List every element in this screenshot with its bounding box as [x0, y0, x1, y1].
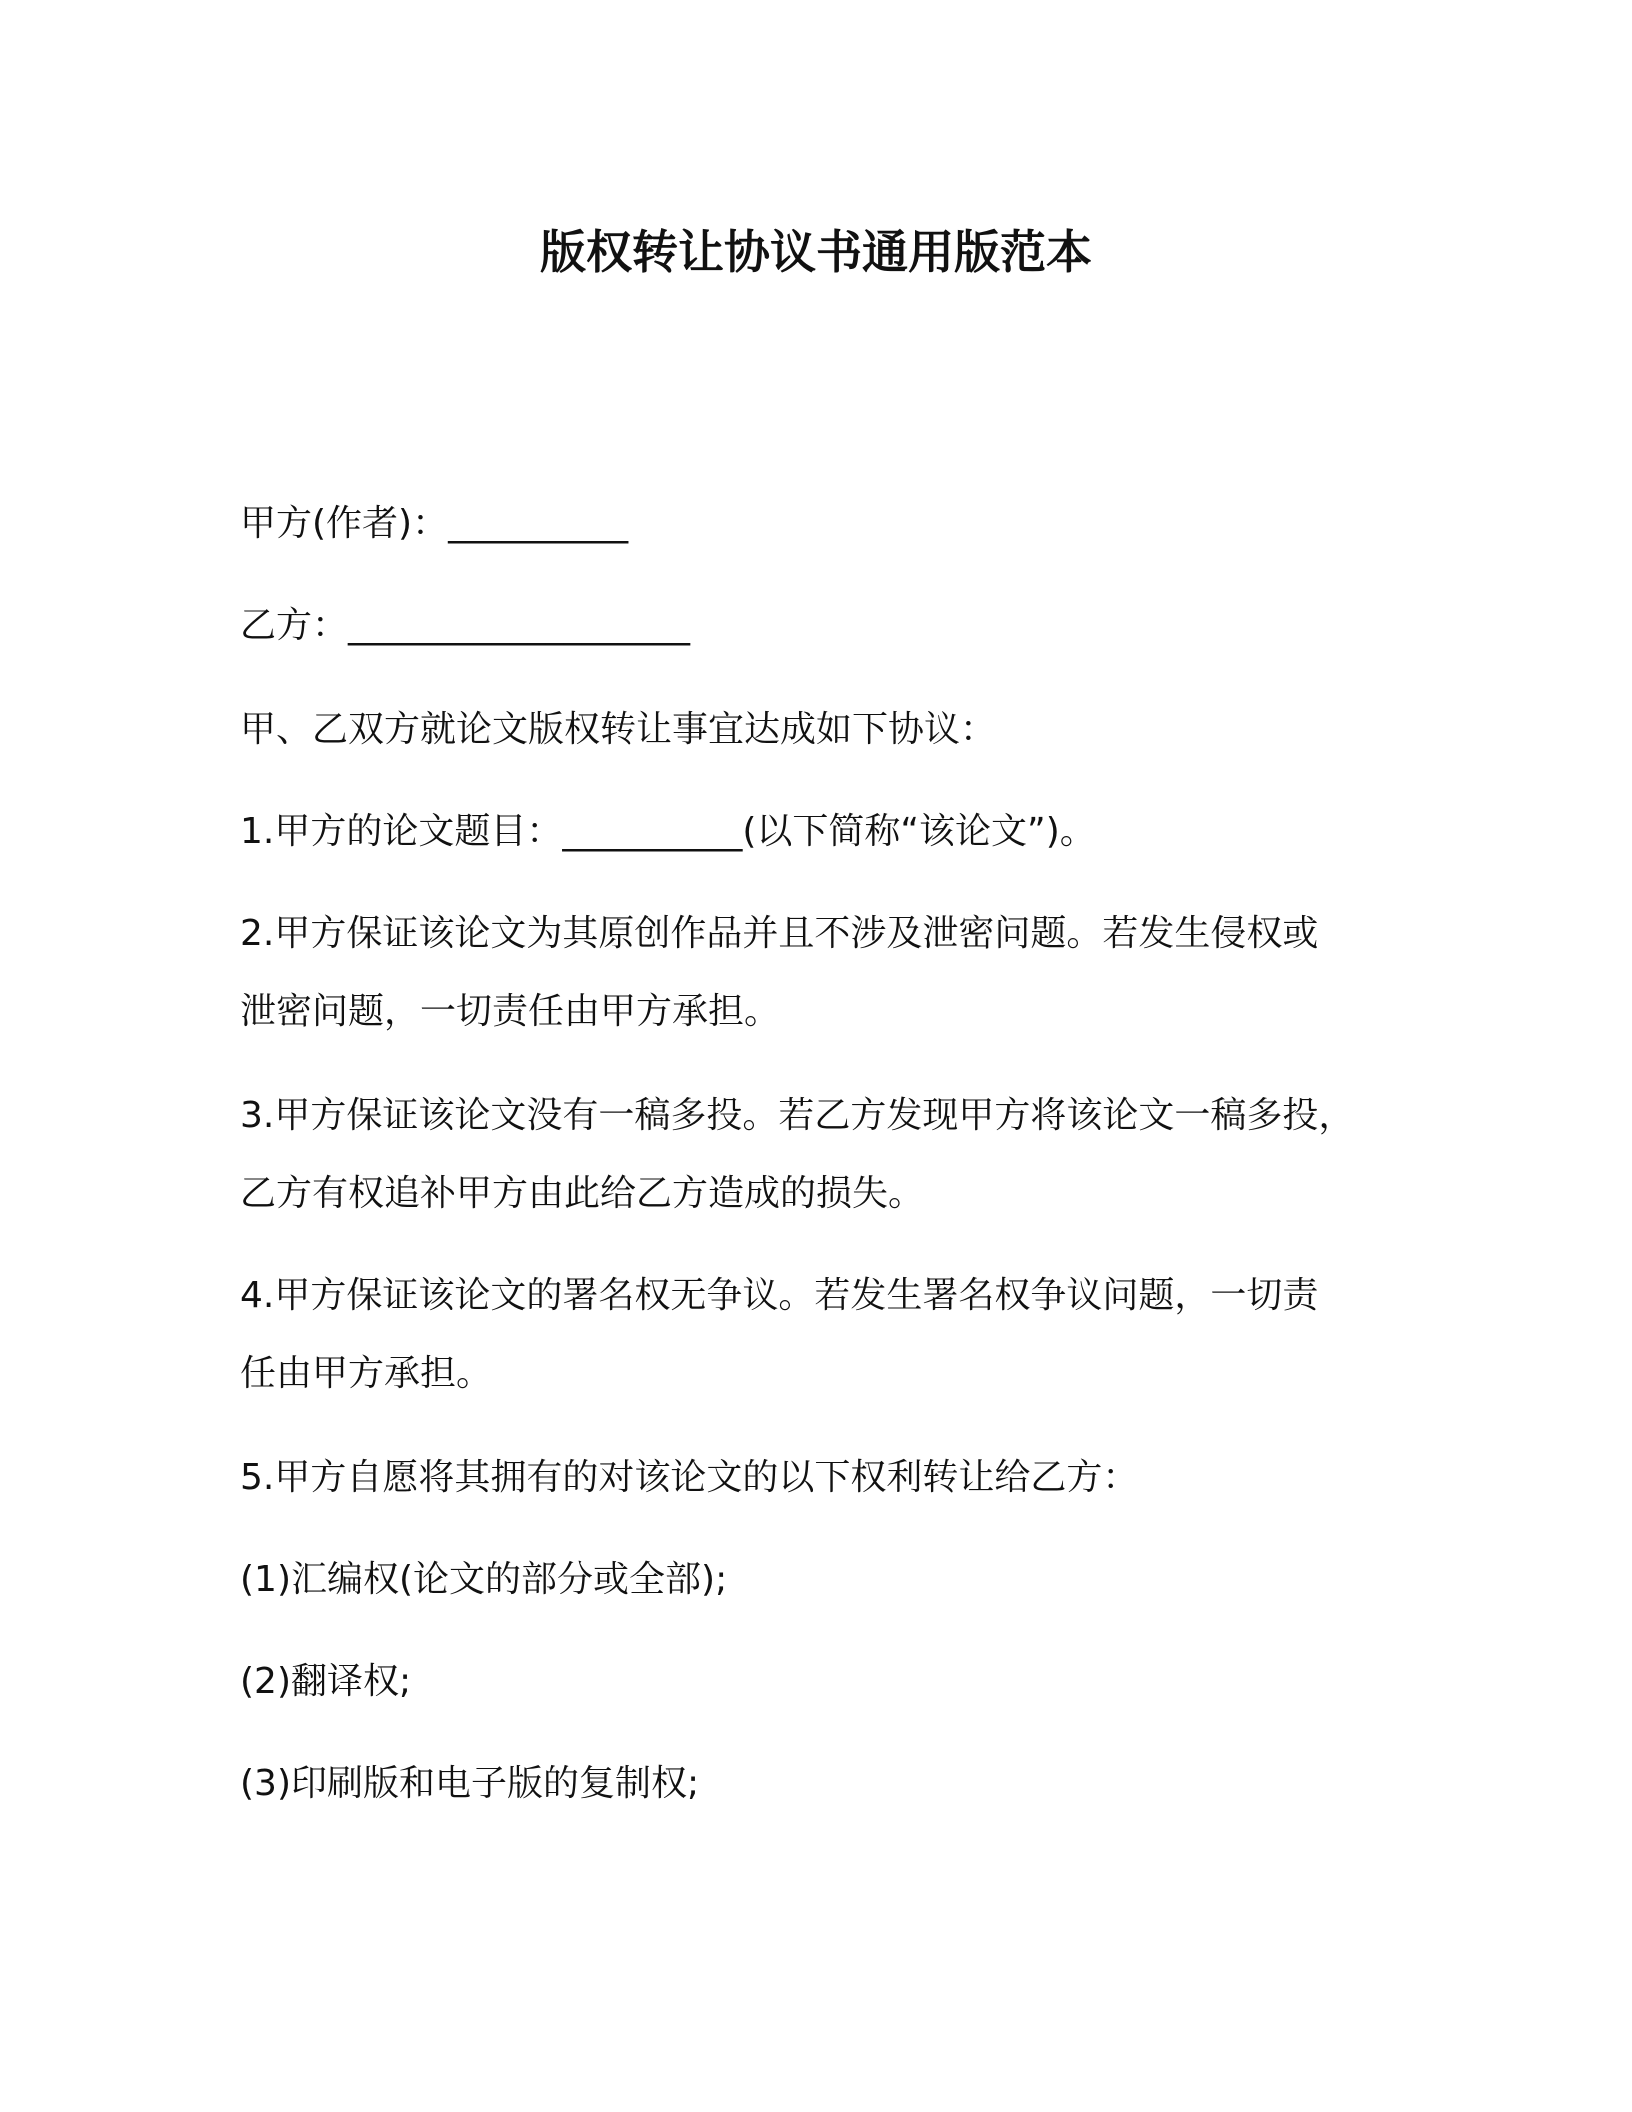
clause-2-line-1: 2.甲方保证该论文为其原创作品并且不涉及泄密问题。若发生侵权或: [240, 913, 1319, 954]
clause-4-line-2: 任由甲方承担。: [240, 1353, 493, 1394]
clause-2-line-2: 泄密问题，一切责任由甲方承担。: [240, 991, 781, 1032]
clause-5: 5.甲方自愿将其拥有的对该论文的以下权利转让给乙方：: [240, 1457, 1139, 1498]
right-item-2: (2)翻译权;: [240, 1661, 412, 1702]
clause-4-line-1: 4.甲方保证该论文的署名权无争议。若发生署名权争议问题，一切责: [240, 1275, 1319, 1316]
right-item-1: (1)汇编权(论文的部分或全部);: [240, 1559, 728, 1600]
clause-3-line-1: 3.甲方保证该论文没有一稿多投。若乙方发现甲方将该论文一稿多投，: [240, 1095, 1355, 1136]
party-b-line: 乙方：___________________: [240, 605, 691, 646]
document-title: 版权转让协议书通用版范本: [540, 225, 1092, 279]
party-a-line: 甲方(作者)：__________: [240, 503, 629, 544]
clause-3-line-2: 乙方有权追补甲方由此给乙方造成的损失。: [240, 1173, 925, 1214]
clause-1: 1.甲方的论文题目：__________(以下简称“该论文”)。: [240, 811, 1096, 852]
agreement-intro: 甲、乙双方就论文版权转让事宜达成如下协议：: [240, 709, 997, 750]
right-item-3: (3)印刷版和电子版的复制权;: [240, 1763, 700, 1804]
